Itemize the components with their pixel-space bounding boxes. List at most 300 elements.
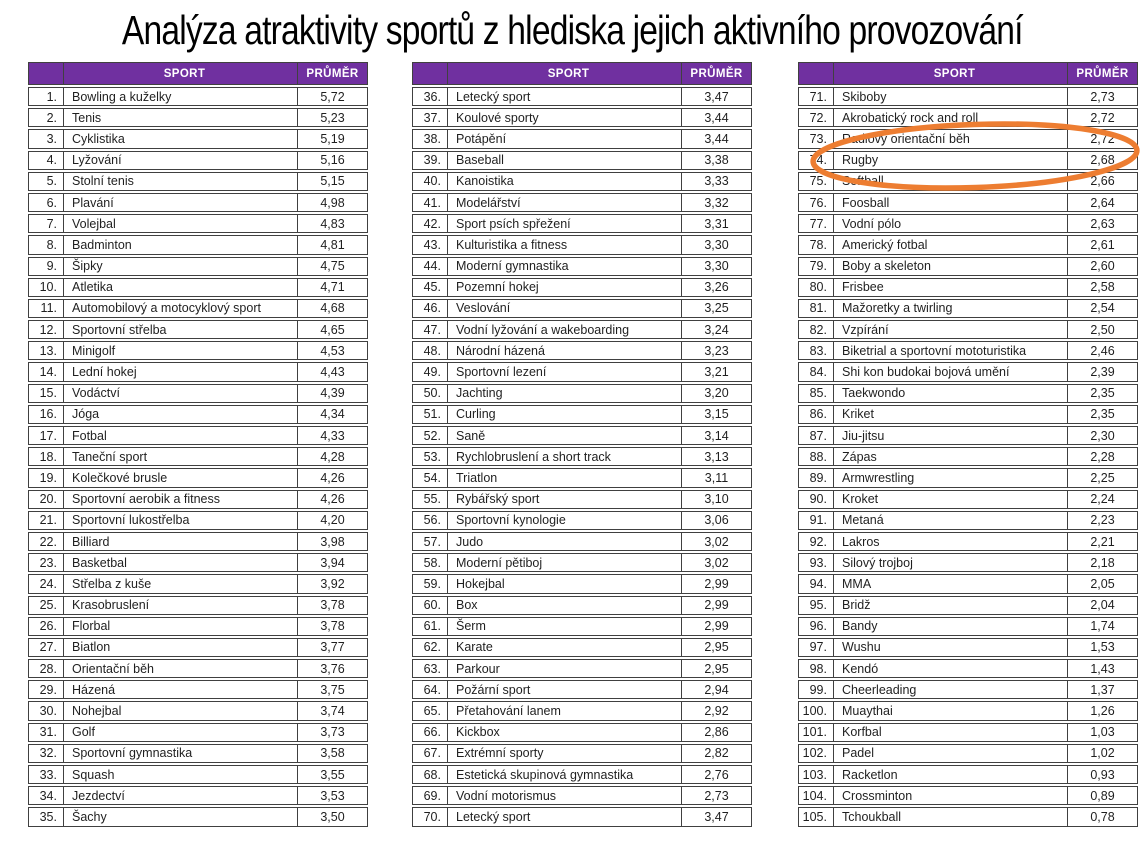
header-sport-cell: SPORT <box>448 62 682 85</box>
row-average: 4,68 <box>298 299 368 318</box>
row-sport: Rugby <box>834 151 1068 170</box>
table-row <box>798 257 1138 276</box>
table-row <box>798 744 1138 763</box>
row-average: 4,65 <box>298 320 368 339</box>
table-row <box>798 193 1138 212</box>
row-rank: 95. <box>798 596 834 615</box>
row-average: 4,43 <box>298 362 368 381</box>
table-row <box>412 723 752 742</box>
row-average: 2,23 <box>1068 511 1138 530</box>
row-rank: 60. <box>412 596 448 615</box>
table-row <box>412 235 752 254</box>
table-row <box>798 617 1138 636</box>
table-row <box>798 87 1138 106</box>
row-average: 1,53 <box>1068 638 1138 657</box>
table-row <box>28 108 368 127</box>
row-rank: 62. <box>412 638 448 657</box>
row-sport: Jóga <box>64 405 298 424</box>
row-rank: 73. <box>798 129 834 148</box>
table-header-row <box>412 62 752 85</box>
row-rank: 50. <box>412 384 448 403</box>
sport-table-1 <box>28 62 368 829</box>
row-sport: Volejbal <box>64 214 298 233</box>
row-average: 2,73 <box>1068 87 1138 106</box>
row-average: 2,63 <box>1068 214 1138 233</box>
row-average: 5,16 <box>298 151 368 170</box>
row-sport: Sportovní střelba <box>64 320 298 339</box>
row-sport: Požární sport <box>448 680 682 699</box>
row-average: 3,76 <box>298 659 368 678</box>
table-row <box>28 87 368 106</box>
row-rank: 101. <box>798 723 834 742</box>
row-sport: Parkour <box>448 659 682 678</box>
row-sport: Sportovní aerobik a fitness <box>64 490 298 509</box>
row-rank: 3. <box>28 129 64 148</box>
row-average: 3,55 <box>298 765 368 784</box>
sport-table-2 <box>412 62 752 829</box>
table-row <box>412 108 752 127</box>
row-rank: 29. <box>28 680 64 699</box>
row-sport: Cyklistika <box>64 129 298 148</box>
row-sport: Wushu <box>834 638 1068 657</box>
row-average: 5,23 <box>298 108 368 127</box>
table-row <box>28 659 368 678</box>
row-rank: 70. <box>412 807 448 826</box>
row-rank: 65. <box>412 701 448 720</box>
row-rank: 81. <box>798 299 834 318</box>
header-sport-cell: SPORT <box>834 62 1068 85</box>
row-average: 2,25 <box>1068 468 1138 487</box>
row-average: 3,32 <box>682 193 752 212</box>
row-sport: Zápas <box>834 447 1068 466</box>
row-average: 3,14 <box>682 426 752 445</box>
row-sport: Šachy <box>64 807 298 826</box>
table-row <box>412 341 752 360</box>
row-rank: 8. <box>28 235 64 254</box>
row-sport: Střelba z kuše <box>64 574 298 593</box>
row-sport: Fotbal <box>64 426 298 445</box>
row-rank: 48. <box>412 341 448 360</box>
row-sport: Biatlon <box>64 638 298 657</box>
row-sport: Akrobatický rock and roll <box>834 108 1068 127</box>
table-row <box>412 701 752 720</box>
table-header-row <box>28 62 368 85</box>
row-rank: 4. <box>28 151 64 170</box>
table-row <box>798 172 1138 191</box>
row-average: 5,19 <box>298 129 368 148</box>
row-rank: 72. <box>798 108 834 127</box>
table-row <box>412 744 752 763</box>
row-rank: 33. <box>28 765 64 784</box>
table-body <box>28 87 368 827</box>
row-average: 4,98 <box>298 193 368 212</box>
row-average: 3,58 <box>298 744 368 763</box>
table-row <box>798 490 1138 509</box>
row-average: 4,20 <box>298 511 368 530</box>
table-row <box>28 786 368 805</box>
row-sport: Jezdectví <box>64 786 298 805</box>
table-row <box>412 405 752 424</box>
row-average: 3,23 <box>682 341 752 360</box>
row-rank: 34. <box>28 786 64 805</box>
row-average: 4,53 <box>298 341 368 360</box>
row-average: 4,28 <box>298 447 368 466</box>
table-row <box>798 553 1138 572</box>
table-row <box>798 574 1138 593</box>
row-sport: Potápění <box>448 129 682 148</box>
table-row <box>28 235 368 254</box>
table-row <box>412 490 752 509</box>
header-average-cell: PRŮMĚR <box>682 62 752 85</box>
row-average: 1,26 <box>1068 701 1138 720</box>
row-rank: 56. <box>412 511 448 530</box>
row-rank: 63. <box>412 659 448 678</box>
row-average: 2,61 <box>1068 235 1138 254</box>
table-row <box>412 193 752 212</box>
row-sport: Modelářství <box>448 193 682 212</box>
row-average: 3,47 <box>682 807 752 826</box>
row-rank: 99. <box>798 680 834 699</box>
row-sport: Letecký sport <box>448 807 682 826</box>
row-sport: Šipky <box>64 257 298 276</box>
row-sport: Triatlon <box>448 468 682 487</box>
row-sport: Sportovní gymnastika <box>64 744 298 763</box>
row-sport: Mažoretky a twirling <box>834 299 1068 318</box>
row-sport: Shi kon budokai bojová umění <box>834 362 1068 381</box>
table-row <box>412 87 752 106</box>
row-rank: 64. <box>412 680 448 699</box>
row-rank: 54. <box>412 468 448 487</box>
row-sport: Kulturistika a fitness <box>448 235 682 254</box>
row-average: 3,20 <box>682 384 752 403</box>
table-row <box>28 490 368 509</box>
row-sport: Přetahování lanem <box>448 701 682 720</box>
row-average: 3,02 <box>682 532 752 551</box>
row-rank: 36. <box>412 87 448 106</box>
row-rank: 6. <box>28 193 64 212</box>
row-sport: Metaná <box>834 511 1068 530</box>
row-sport: Moderní pětiboj <box>448 553 682 572</box>
table-row <box>798 151 1138 170</box>
row-sport: Národní házená <box>448 341 682 360</box>
row-rank: 51. <box>412 405 448 424</box>
row-average: 4,71 <box>298 278 368 297</box>
row-rank: 83. <box>798 341 834 360</box>
table-row <box>798 299 1138 318</box>
row-average: 3,06 <box>682 511 752 530</box>
row-average: 4,83 <box>298 214 368 233</box>
table-row <box>28 257 368 276</box>
row-rank: 78. <box>798 235 834 254</box>
table-row <box>412 362 752 381</box>
row-sport: Racketlon <box>834 765 1068 784</box>
table-row <box>412 786 752 805</box>
table-row <box>798 384 1138 403</box>
header-rank-cell <box>28 62 64 85</box>
row-average: 5,72 <box>298 87 368 106</box>
row-rank: 16. <box>28 405 64 424</box>
row-sport: Golf <box>64 723 298 742</box>
table-row <box>412 680 752 699</box>
row-average: 4,81 <box>298 235 368 254</box>
header-average-cell: PRŮMĚR <box>1068 62 1138 85</box>
table-row <box>28 151 368 170</box>
row-sport: Badminton <box>64 235 298 254</box>
row-rank: 41. <box>412 193 448 212</box>
row-sport: Rybářský sport <box>448 490 682 509</box>
row-sport: Lakros <box>834 532 1068 551</box>
table-row <box>28 574 368 593</box>
table-row <box>798 235 1138 254</box>
row-average: 2,76 <box>682 765 752 784</box>
row-rank: 20. <box>28 490 64 509</box>
table-row <box>798 108 1138 127</box>
row-sport: Squash <box>64 765 298 784</box>
table-row <box>28 278 368 297</box>
row-average: 2,86 <box>682 723 752 742</box>
row-rank: 21. <box>28 511 64 530</box>
table-row <box>28 299 368 318</box>
row-average: 2,66 <box>1068 172 1138 191</box>
row-rank: 44. <box>412 257 448 276</box>
table-row <box>412 320 752 339</box>
row-rank: 46. <box>412 299 448 318</box>
row-rank: 80. <box>798 278 834 297</box>
row-sport: Šerm <box>448 617 682 636</box>
row-average: 3,75 <box>298 680 368 699</box>
row-average: 3,38 <box>682 151 752 170</box>
row-average: 2,05 <box>1068 574 1138 593</box>
table-row <box>412 574 752 593</box>
row-sport: Box <box>448 596 682 615</box>
row-average: 3,15 <box>682 405 752 424</box>
row-rank: 76. <box>798 193 834 212</box>
row-rank: 52. <box>412 426 448 445</box>
row-sport: Pozemní hokej <box>448 278 682 297</box>
table-row <box>412 278 752 297</box>
table-row <box>412 299 752 318</box>
row-sport: Extrémní sporty <box>448 744 682 763</box>
row-rank: 42. <box>412 214 448 233</box>
row-average: 3,25 <box>682 299 752 318</box>
table-row <box>798 659 1138 678</box>
row-rank: 26. <box>28 617 64 636</box>
row-average: 3,47 <box>682 87 752 106</box>
row-rank: 2. <box>28 108 64 127</box>
row-sport: Karate <box>448 638 682 657</box>
row-sport: Jiu-jitsu <box>834 426 1068 445</box>
row-average: 3,98 <box>298 532 368 551</box>
row-sport: Curling <box>448 405 682 424</box>
table-row <box>798 362 1138 381</box>
row-sport: Vodní lyžování a wakeboarding <box>448 320 682 339</box>
row-sport: Kroket <box>834 490 1068 509</box>
row-rank: 59. <box>412 574 448 593</box>
table-body <box>798 87 1138 827</box>
table-row <box>412 553 752 572</box>
table-row <box>28 553 368 572</box>
row-sport: Automobilový a motocyklový sport <box>64 299 298 318</box>
row-rank: 40. <box>412 172 448 191</box>
table-row <box>412 257 752 276</box>
row-rank: 84. <box>798 362 834 381</box>
row-average: 2,30 <box>1068 426 1138 445</box>
row-rank: 30. <box>28 701 64 720</box>
table-row <box>798 680 1138 699</box>
row-average: 5,15 <box>298 172 368 191</box>
row-average: 1,03 <box>1068 723 1138 742</box>
row-rank: 23. <box>28 553 64 572</box>
table-header-row <box>798 62 1138 85</box>
table-row <box>28 617 368 636</box>
row-average: 2,64 <box>1068 193 1138 212</box>
table-row <box>28 214 368 233</box>
row-average: 2,54 <box>1068 299 1138 318</box>
row-rank: 75. <box>798 172 834 191</box>
row-rank: 49. <box>412 362 448 381</box>
row-average: 2,95 <box>682 638 752 657</box>
row-sport: Házená <box>64 680 298 699</box>
table-row <box>798 426 1138 445</box>
row-rank: 93. <box>798 553 834 572</box>
row-rank: 43. <box>412 235 448 254</box>
row-rank: 19. <box>28 468 64 487</box>
table-row <box>28 468 368 487</box>
row-sport: Kendó <box>834 659 1068 678</box>
table-row <box>798 511 1138 530</box>
table-row <box>798 341 1138 360</box>
row-rank: 88. <box>798 447 834 466</box>
row-rank: 58. <box>412 553 448 572</box>
row-sport: Basketbal <box>64 553 298 572</box>
row-rank: 90. <box>798 490 834 509</box>
row-sport: Vzpírání <box>834 320 1068 339</box>
header-rank-cell <box>412 62 448 85</box>
table-row <box>412 129 752 148</box>
row-sport: Hokejbal <box>448 574 682 593</box>
table-row <box>412 172 752 191</box>
row-rank: 85. <box>798 384 834 403</box>
row-average: 2,04 <box>1068 596 1138 615</box>
row-sport: Minigolf <box>64 341 298 360</box>
row-sport: Tchoukball <box>834 807 1068 826</box>
table-row <box>28 723 368 742</box>
row-rank: 57. <box>412 532 448 551</box>
row-average: 2,58 <box>1068 278 1138 297</box>
row-average: 2,82 <box>682 744 752 763</box>
table-row <box>28 320 368 339</box>
row-average: 3,26 <box>682 278 752 297</box>
table-row <box>28 511 368 530</box>
row-sport: Taekwondo <box>834 384 1068 403</box>
row-sport: Vodáctví <box>64 384 298 403</box>
row-average: 3,73 <box>298 723 368 742</box>
row-sport: Stolní tenis <box>64 172 298 191</box>
table-row <box>412 765 752 784</box>
row-average: 3,33 <box>682 172 752 191</box>
row-rank: 74. <box>798 151 834 170</box>
row-average: 1,43 <box>1068 659 1138 678</box>
row-rank: 55. <box>412 490 448 509</box>
row-average: 2,35 <box>1068 384 1138 403</box>
table-row <box>798 278 1138 297</box>
row-rank: 71. <box>798 87 834 106</box>
table-row <box>798 807 1138 826</box>
row-average: 0,93 <box>1068 765 1138 784</box>
table-row <box>412 617 752 636</box>
row-average: 4,34 <box>298 405 368 424</box>
row-sport: Korfbal <box>834 723 1068 742</box>
table-row <box>28 680 368 699</box>
table-row <box>412 638 752 657</box>
row-average: 4,26 <box>298 468 368 487</box>
row-rank: 82. <box>798 320 834 339</box>
table-row <box>28 341 368 360</box>
header-rank-cell <box>798 62 834 85</box>
row-sport: Florbal <box>64 617 298 636</box>
row-sport: Jachting <box>448 384 682 403</box>
table-row <box>28 405 368 424</box>
row-average: 0,89 <box>1068 786 1138 805</box>
table-row <box>798 765 1138 784</box>
row-sport: Koulové sporty <box>448 108 682 127</box>
table-row <box>798 786 1138 805</box>
row-sport: Silový trojboj <box>834 553 1068 572</box>
row-sport: Bridž <box>834 596 1068 615</box>
row-sport: Lyžování <box>64 151 298 170</box>
row-rank: 103. <box>798 765 834 784</box>
row-average: 3,78 <box>298 596 368 615</box>
row-average: 3,31 <box>682 214 752 233</box>
table-row <box>28 701 368 720</box>
row-sport: Crossminton <box>834 786 1068 805</box>
row-rank: 66. <box>412 723 448 742</box>
row-average: 2,99 <box>682 617 752 636</box>
table-row <box>412 214 752 233</box>
page-title-text: Analýza atraktivity sportů z hlediska jejich aktivního provozování <box>121 7 1023 53</box>
row-sport: Bandy <box>834 617 1068 636</box>
row-average: 3,21 <box>682 362 752 381</box>
row-sport: Armwrestling <box>834 468 1068 487</box>
row-rank: 24. <box>28 574 64 593</box>
table-row <box>28 765 368 784</box>
row-sport: Frisbee <box>834 278 1068 297</box>
table-row <box>798 214 1138 233</box>
row-rank: 67. <box>412 744 448 763</box>
row-average: 1,74 <box>1068 617 1138 636</box>
row-rank: 22. <box>28 532 64 551</box>
row-sport: Skiboby <box>834 87 1068 106</box>
row-sport: Vodní pólo <box>834 214 1068 233</box>
table-row <box>412 596 752 615</box>
row-sport: Saně <box>448 426 682 445</box>
row-average: 2,68 <box>1068 151 1138 170</box>
table-row <box>412 511 752 530</box>
row-rank: 18. <box>28 447 64 466</box>
row-sport: Orientační běh <box>64 659 298 678</box>
row-rank: 17. <box>28 426 64 445</box>
row-sport: Kickbox <box>448 723 682 742</box>
row-sport: Atletika <box>64 278 298 297</box>
row-rank: 27. <box>28 638 64 657</box>
row-average: 2,35 <box>1068 405 1138 424</box>
table-row <box>28 384 368 403</box>
row-average: 2,72 <box>1068 129 1138 148</box>
row-rank: 79. <box>798 257 834 276</box>
table-row <box>412 426 752 445</box>
row-sport: Foosball <box>834 193 1068 212</box>
header-sport-cell: SPORT <box>64 62 298 85</box>
